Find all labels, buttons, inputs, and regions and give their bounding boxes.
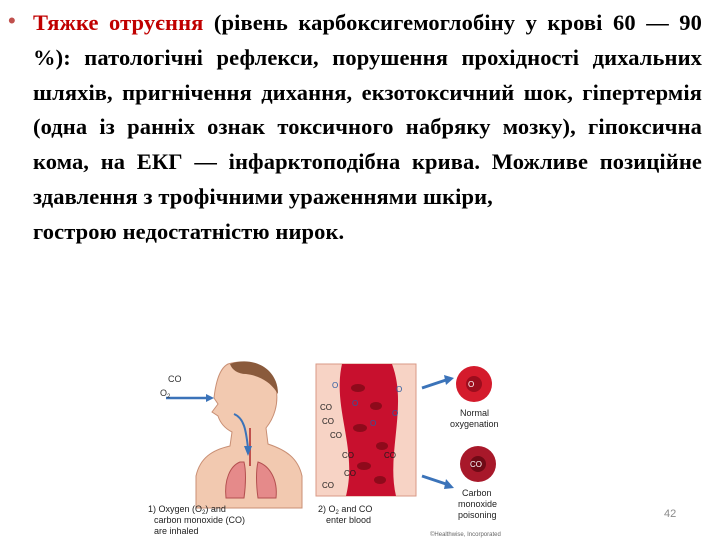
highlight-term: Тяжке отруєння <box>33 10 204 35</box>
panel2-co-3: CO <box>330 431 342 440</box>
panel2-co-7: CO <box>322 481 334 490</box>
co-poisoning-label: Carbon monoxide poisoning <box>458 488 498 520</box>
panel2-co-6: CO <box>344 469 356 478</box>
normal-oxygenation-label: Normal oxygenation <box>450 408 499 429</box>
copyright-credit: ©Healthwise, Incorporated <box>430 532 501 538</box>
co-poisoning-illustration <box>146 358 520 540</box>
panel2-co-4: CO <box>342 451 354 460</box>
cell-co-label: CO <box>470 460 482 469</box>
panel-outcomes <box>422 366 501 538</box>
panel2-co-1: CO <box>320 403 332 412</box>
panel1-o2-label: $O_2$ <box>160 388 171 400</box>
panel2-o2-4: O <box>370 419 377 428</box>
panel1-co-label: CO <box>168 374 182 384</box>
panel-blood-vessel <box>316 364 416 525</box>
bullet-block <box>8 6 702 250</box>
panel2-co-2: CO <box>322 417 334 426</box>
panel2-co-5: CO <box>384 451 396 460</box>
bullet-text <box>33 6 702 250</box>
panel2-o2-2: O <box>352 399 359 408</box>
panel2-caption: 2) $O_2$ and CO enter blood <box>318 504 373 525</box>
panel1-caption: 1) Oxygen $(O_2)$ and carbon monoxide (CO) are inhaled <box>148 504 246 536</box>
page-number: 42 <box>664 508 677 520</box>
bullet-icon: • <box>8 8 16 33</box>
bullet-body: (рівень карбоксигемоглобіну у крові 60 — 90 %): патологічні рефлекси, порушення прохідності дихальних шляхів, пригнічення дихання, екзотоксичний шок, гіпертермія (одна із ранніх ознак токсичного набряку мозку), гіпоксична кома, на ЕКГ — інфарктоподібна крива. Можливе позиційне здавлення з трофічними ураженнями шкіри, <box>33 10 702 209</box>
panel2-o2-1: O <box>332 381 339 390</box>
cell-o2-label: O <box>468 380 475 389</box>
panel2-o2-3: O <box>392 409 399 418</box>
panel-inhalation <box>146 358 306 540</box>
panel2-o2-5: O <box>396 385 403 394</box>
bullet-body-last-line: гострою недостатністю нирок. <box>33 218 345 244</box>
